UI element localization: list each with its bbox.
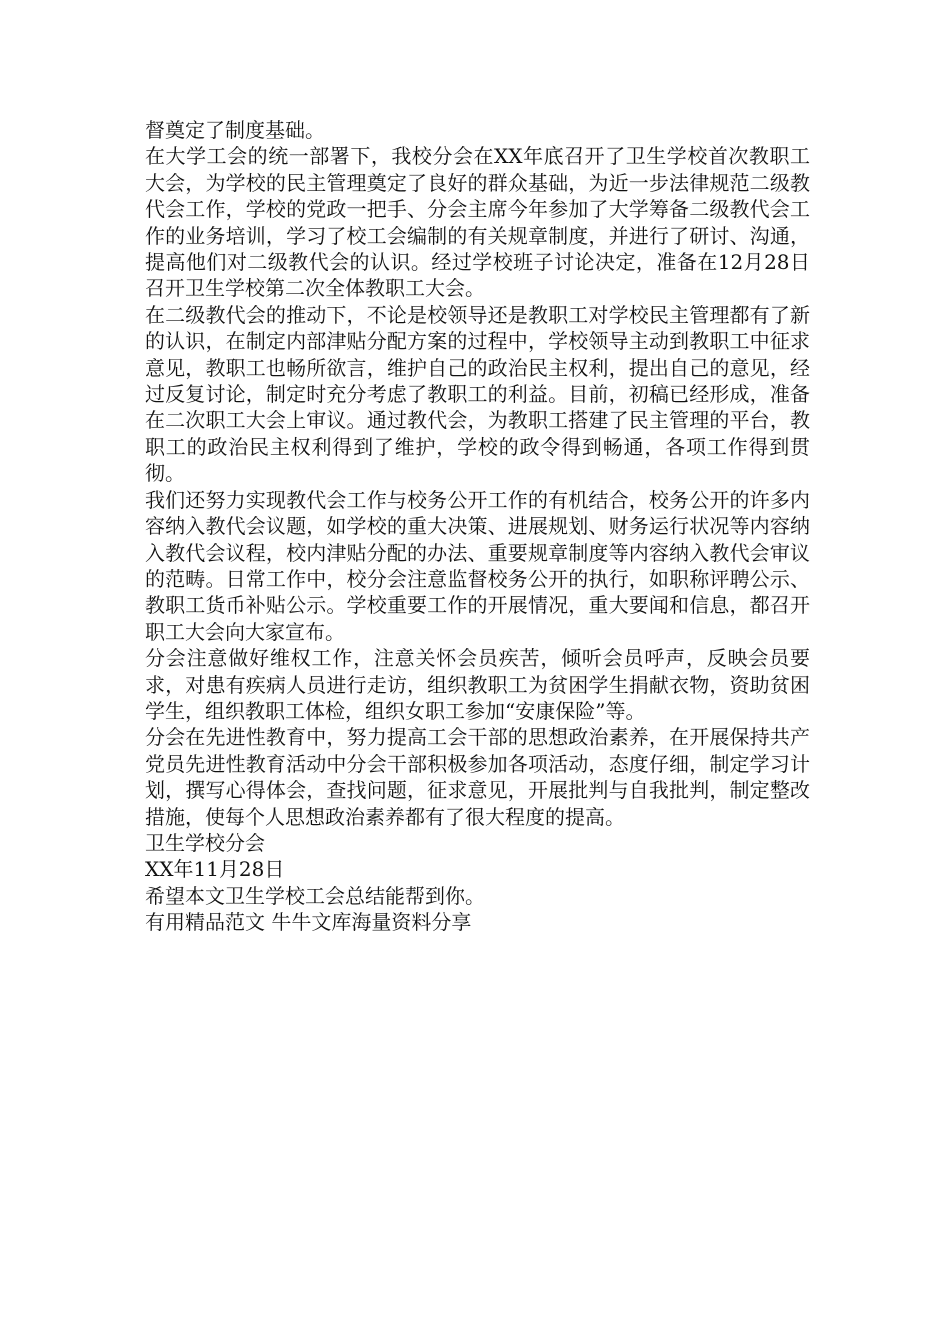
paragraph-union-assembly: 在大学工会的统一部署下，我校分会在XX年底召开了卫生学校首次教职工大会，为学校的民主管理奠定了良好的群众基础，为近一步法律规范二级教代会工作，学校的党政一把手、分会主席今年参加了大学筹备二级教代会工作的业务培训，学习了校工会编制的有关规章制度，并进行了研讨、沟通，提高他们对二级教代会的认识。经过学校班子讨论决定，准备在12月28日召开卫生学校第二次全体教职工大会。 xyxy=(145,144,810,301)
paragraph-rights-protection: 分会注意做好维权工作，注意关怀会员疾苦，倾听会员呼声，反映会员要求，对患有疾病人员进行走访，组织教职工为贫困学生捐献衣物，资助贫困学生，组织教职工体检，组织女职工参加“安康保险”等。 xyxy=(145,646,810,723)
paragraph-democratic-management: 在二级教代会的推动下，不论是校领导还是教职工对学校民主管理都有了新的认识，在制定内部津贴分配方案的过程中，学校领导主动到教职工中征求意见，教职工也畅所欲言，维护自己的政治民主权利，提出自己的意见，经过反复讨论，制定时充分考虑了教职工的利益。目前，初稿已经形成，准备在二次职工大会上审议。通过教代会，为教职工搭建了民主管理的平台，教职工的政治民主权利得到了维护，学校的政令得到畅通，各项工作得到贯彻。 xyxy=(145,302,810,486)
document-body xyxy=(145,117,810,936)
paragraph-continuation: 督奠定了制度基础。 xyxy=(145,118,325,142)
paragraph-advanced-education: 分会在先进性教育中，努力提高工会干部的思想政治素养，在开展保持共产党员先进性教育活动中分会干部积极参加各项活动，态度仔细，制定学习计划，撰写心得体会，查找问题，征求意见，开展批判与自我批判，制定整改措施，使每个人思想政治素养都有了很大程度的提高。 xyxy=(145,725,810,829)
footer-tagline: 有用精品范文 牛牛文库海量资料分享 xyxy=(145,910,472,935)
signature-date: XX年11月28日 xyxy=(145,857,285,882)
closing-note: 希望本文卫生学校工会总结能帮到你。 xyxy=(145,883,485,908)
paragraph-affairs-disclosure: 我们还努力实现教代会工作与校务公开工作的有机结合，校务公开的许多内容纳入教代会议题，如学校的重大决策、进展规划、财务运行状况等内容纳入教代会议程，校内津贴分配的办法、重要规章制度等内容纳入教代会审议的范畴。日常工作中，校分会注意监督校务公开的执行，如职称评聘公示、教职工货币补贴公示。学校重要工作的开展情况，重大要闻和信息，都召开职工大会向大家宣布。 xyxy=(145,487,810,644)
signature-organization: 卫生学校分会 xyxy=(145,830,265,855)
